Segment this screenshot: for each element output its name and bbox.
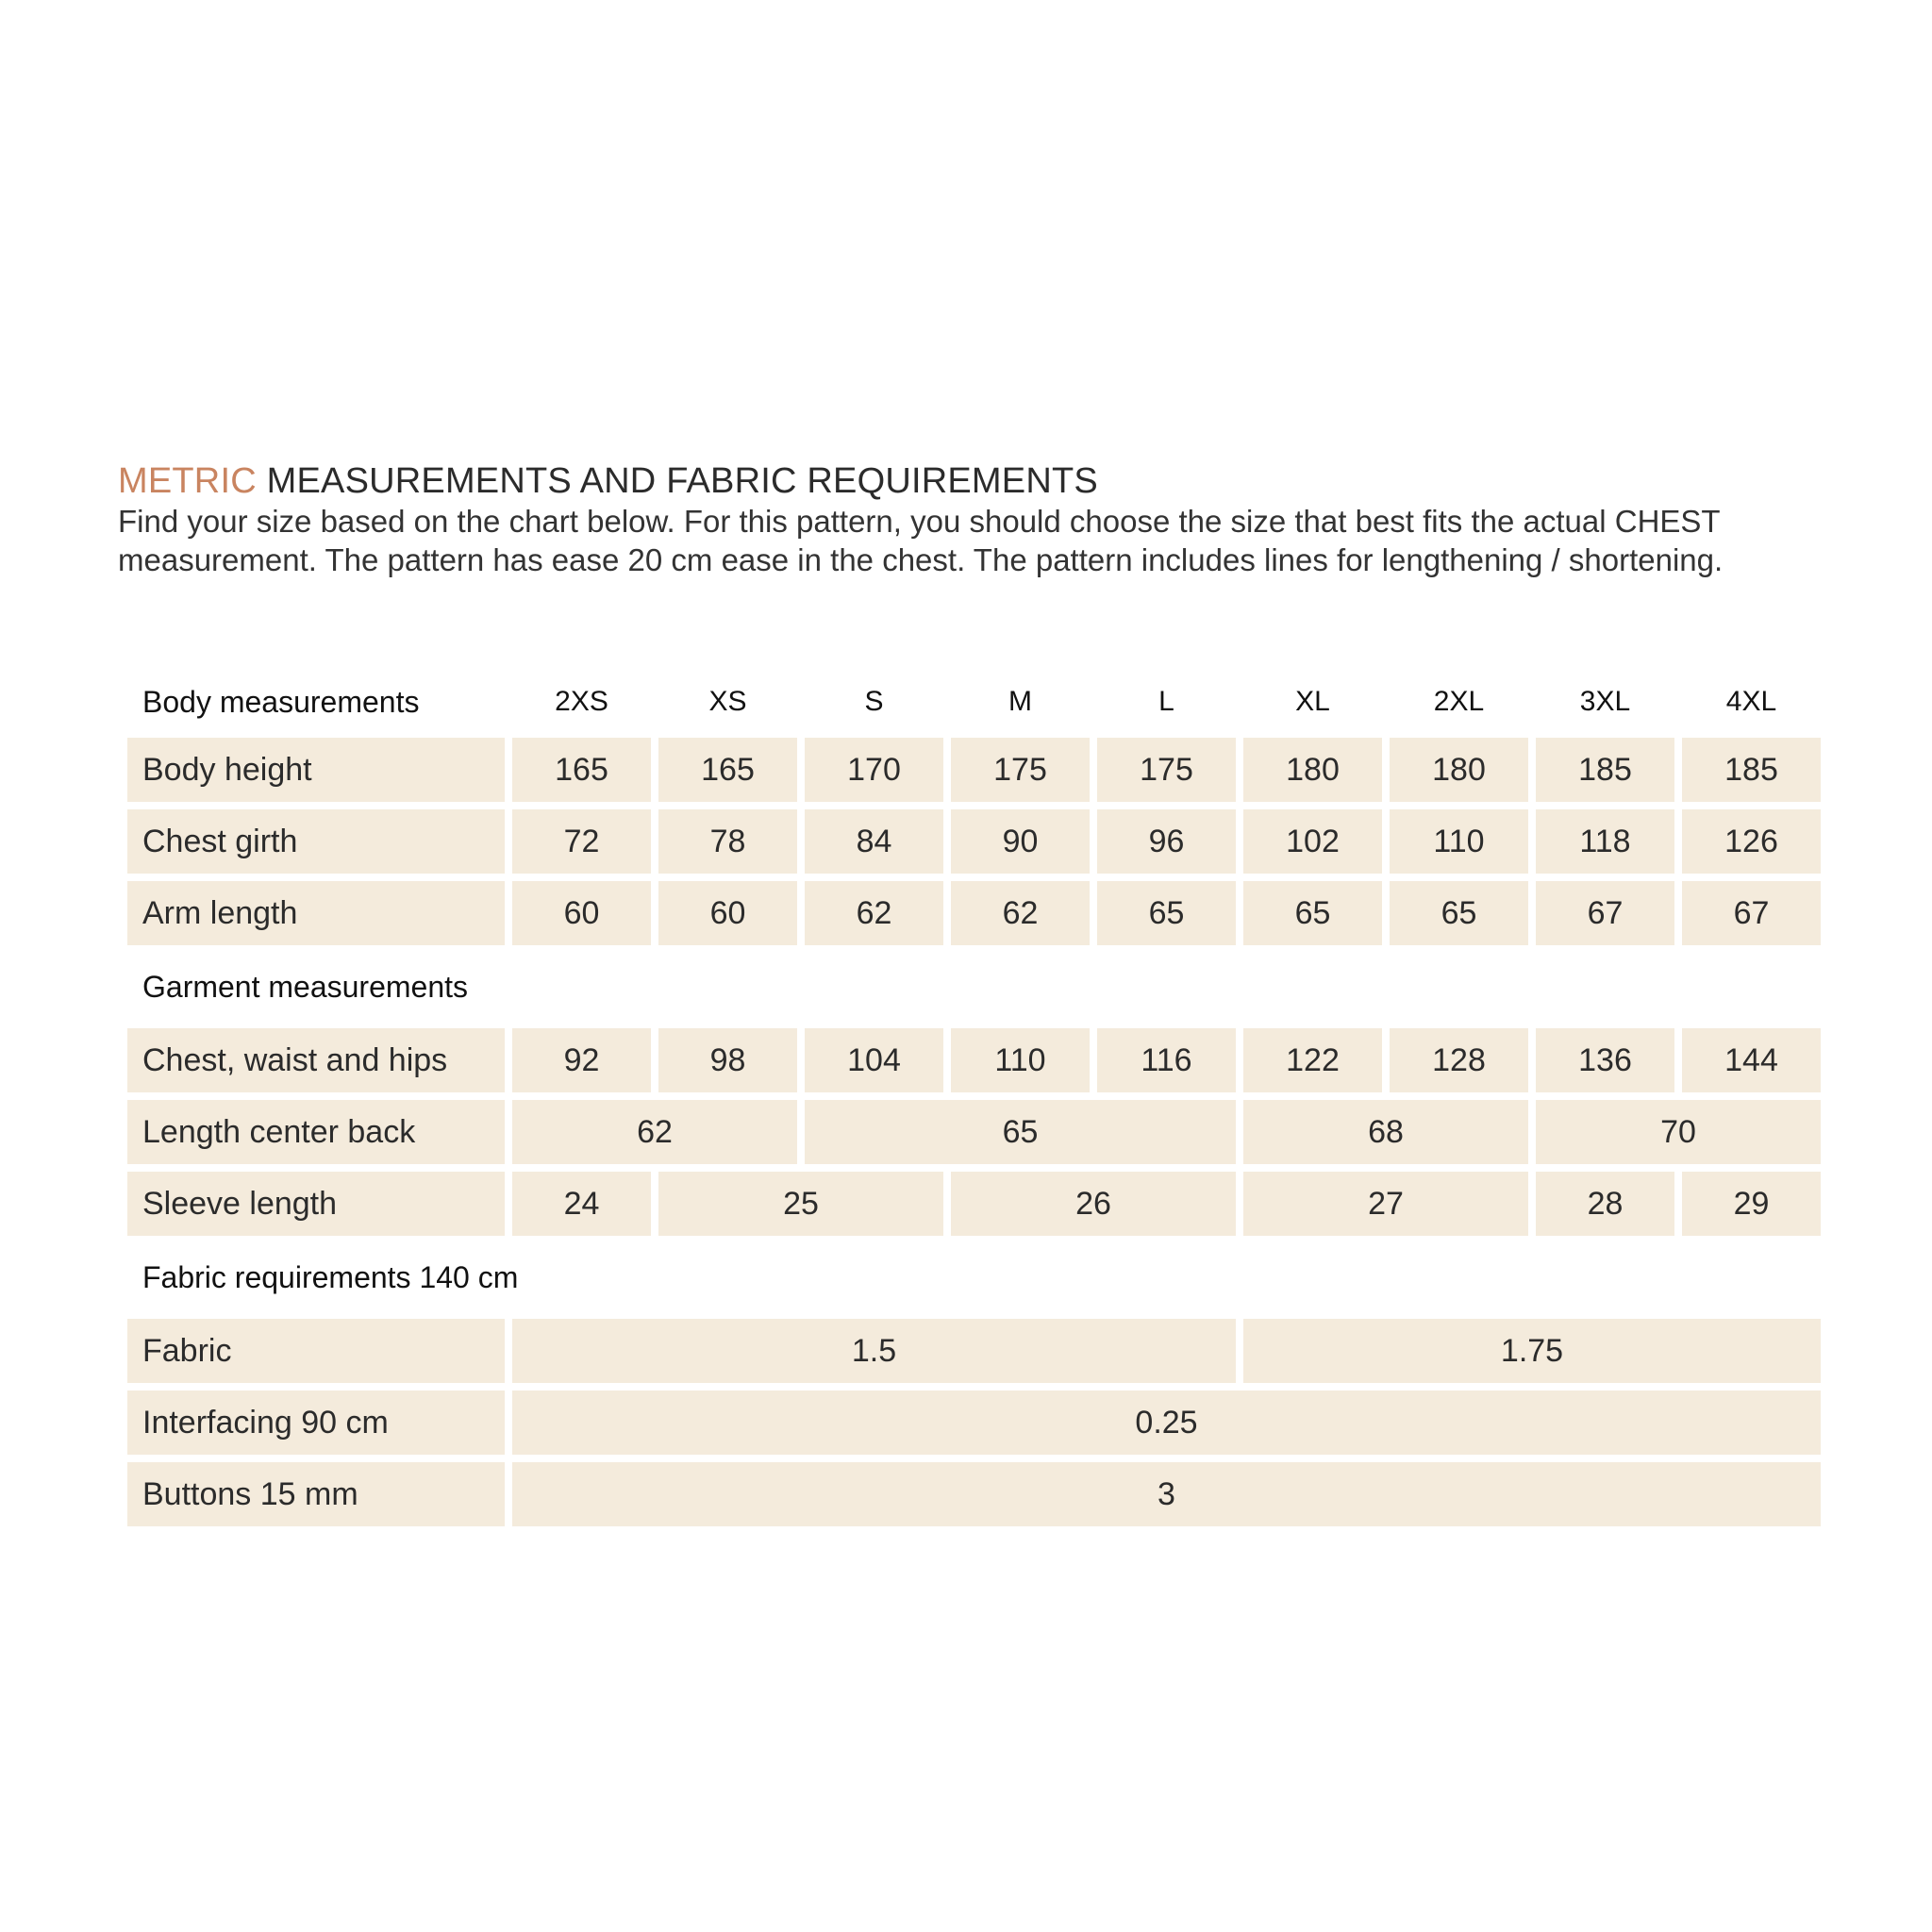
section-heading: Fabric requirements 140 cm: [142, 1259, 519, 1294]
section-heading: Body measurements: [142, 684, 420, 719]
table-cell: 67: [1536, 881, 1674, 945]
size-chart-table: [127, 674, 1820, 1526]
table-cell: 175: [951, 738, 1090, 802]
table-cell: 3: [512, 1462, 1821, 1526]
table-cell: 104: [805, 1028, 943, 1092]
table-cell: 165: [512, 738, 651, 802]
table-cell: 185: [1682, 738, 1821, 802]
table-cell: 65: [805, 1100, 1236, 1164]
table-cell: 60: [658, 881, 797, 945]
table-cell: 84: [805, 809, 943, 874]
table-cell: 28: [1536, 1172, 1674, 1236]
row-label: Arm length: [127, 881, 505, 945]
page-title: [118, 457, 1098, 506]
table-cell: 185: [1536, 738, 1674, 802]
size-header-4xl: 4XL: [1725, 686, 1777, 717]
intro-text: Find your size based on the chart below. For this pattern, you should choose the size that best fits the actual CHEST measurement. The pattern has ease 20 cm ease in the chest. The pattern includes lines for lengthening / shortening.: [118, 504, 1724, 577]
table-cell: 70: [1536, 1100, 1821, 1164]
table-cell: 1.75: [1243, 1319, 1821, 1383]
table-cell: 180: [1390, 738, 1528, 802]
title-rest: MEASUREMENTS AND FABRIC REQUIREMENTS: [266, 461, 1098, 501]
row-label: Interfacing 90 cm: [127, 1391, 505, 1455]
row-label: Chest girth: [127, 809, 505, 874]
title-accent: METRIC: [118, 461, 257, 501]
table-cell: 62: [805, 881, 943, 945]
table-cell: 126: [1682, 809, 1821, 874]
size-header-3xl: 3XL: [1579, 686, 1631, 717]
table-cell: 110: [951, 1028, 1090, 1092]
table-cell: 65: [1243, 881, 1382, 945]
table-cell: 62: [951, 881, 1090, 945]
row-label: Sleeve length: [127, 1172, 505, 1236]
row-label: Fabric: [127, 1319, 505, 1383]
table-cell: 26: [951, 1172, 1236, 1236]
table-cell: 90: [951, 809, 1090, 874]
table-cell: 180: [1243, 738, 1382, 802]
table-cell: 110: [1390, 809, 1528, 874]
table-cell: 62: [512, 1100, 797, 1164]
size-header-l: L: [1158, 686, 1174, 717]
table-cell: 78: [658, 809, 797, 874]
size-header-m: M: [1008, 686, 1032, 717]
table-cell: 144: [1682, 1028, 1821, 1092]
table-cell: 67: [1682, 881, 1821, 945]
size-header-s: S: [864, 686, 884, 717]
table-cell: 118: [1536, 809, 1674, 874]
table-cell: 1.5: [512, 1319, 1236, 1383]
table-cell: 24: [512, 1172, 651, 1236]
table-cell: 25: [658, 1172, 943, 1236]
table-cell: 65: [1390, 881, 1528, 945]
table-cell: 0.25: [512, 1391, 1821, 1455]
row-label: Chest, waist and hips: [127, 1028, 505, 1092]
table-cell: 60: [512, 881, 651, 945]
table-cell: 165: [658, 738, 797, 802]
table-cell: 72: [512, 809, 651, 874]
table-cell: 27: [1243, 1172, 1528, 1236]
row-label: Length center back: [127, 1100, 505, 1164]
table-cell: 175: [1097, 738, 1236, 802]
table-cell: 68: [1243, 1100, 1528, 1164]
table-cell: 170: [805, 738, 943, 802]
table-cell: 65: [1097, 881, 1236, 945]
table-cell: 136: [1536, 1028, 1674, 1092]
table-cell: 96: [1097, 809, 1236, 874]
size-header-xl: XL: [1295, 686, 1330, 717]
section-heading: Garment measurements: [142, 969, 469, 1004]
size-header-2xl: 2XL: [1433, 686, 1485, 717]
row-label: Body height: [127, 738, 505, 802]
size-header-2xs: 2XS: [555, 686, 608, 717]
table-cell: 116: [1097, 1028, 1236, 1092]
table-cell: 128: [1390, 1028, 1528, 1092]
table-cell: 92: [512, 1028, 651, 1092]
table-cell: 102: [1243, 809, 1382, 874]
size-header-xs: XS: [708, 686, 747, 717]
row-label: Buttons 15 mm: [127, 1462, 505, 1526]
table-cell: 29: [1682, 1172, 1821, 1236]
table-cell: 98: [658, 1028, 797, 1092]
table-cell: 122: [1243, 1028, 1382, 1092]
